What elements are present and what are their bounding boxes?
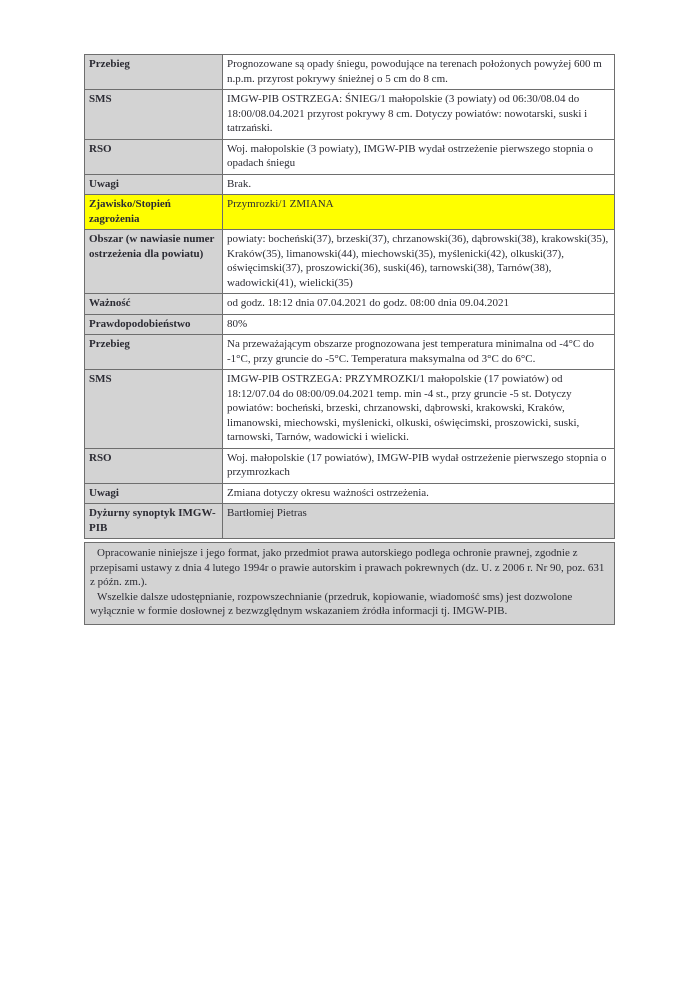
row-label-przebieg-2: Przebieg — [85, 335, 223, 370]
row-label-uwagi-1: Uwagi — [85, 174, 223, 195]
row-label-sms-2: SMS — [85, 370, 223, 449]
copyright-note — [84, 542, 615, 625]
row-label-dyzurny-synoptyk: Dyżurny synoptyk IMGW-PIB — [85, 504, 223, 539]
copyright-paragraph-2: Wszelkie dalsze udostępnianie, rozpowszechnianie (przedruk, kopiowanie, wiadomość sms) jest dozwolone wyłącznie w formie dosłownej z bezwzględnym wskazaniem źródła informacji tj. IMGW-PIB. — [90, 590, 573, 617]
row-label-rso-2: RSO — [85, 448, 223, 483]
row-value-przebieg-1: Prognozowane są opady śniegu, powodujące na terenach położonych powyżej 600 m n.p.m. przyrost pokrywy śnieżnej o 5 cm do 8 cm. — [223, 55, 615, 90]
table-row — [85, 294, 615, 315]
row-value-uwagi-1: Brak. — [223, 174, 615, 195]
table-row — [85, 314, 615, 335]
table-row — [85, 230, 615, 294]
table-row — [85, 90, 615, 140]
row-value-sms-2: IMGW-PIB OSTRZEGA: PRZYMROZKI/1 małopolskie (17 powiatów) od 18:12/07.04 do 08:00/09.04.2021 temp. min -4 st., przy gruncie -5 st. Dotyczy powiatów: bocheński, brzeski, chrzanowski, dąbrowski, krakowski, Kraków, limanowski, miechowski, myślenicki, olkuski, oświęcimski, proszowicki, suski, tarnowski, Tarnów, wadowicki i wielicki. — [223, 370, 615, 449]
row-label-waznosc: Ważność — [85, 294, 223, 315]
table-row — [85, 483, 615, 504]
table-row — [85, 55, 615, 90]
row-label-uwagi-2: Uwagi — [85, 483, 223, 504]
row-value-waznosc: od godz. 18:12 dnia 07.04.2021 do godz. 08:00 dnia 09.04.2021 — [223, 294, 615, 315]
warning-table — [84, 54, 615, 539]
row-label-rso-1: RSO — [85, 139, 223, 174]
row-value-obszar: powiaty: bocheński(37), brzeski(37), chrzanowski(36), dąbrowski(38), krakowski(35), Kraków(35), limanowski(44), miechowski(35), myślenicki(42), olkuski(37), oświęcimski(37), proszowicki(36), suski(46), tarnowski(38), Tarnów(38), wadowicki(41), wielicki(35) — [223, 230, 615, 294]
row-label-obszar: Obszar (w nawiasie numer ostrzeżenia dla powiatu) — [85, 230, 223, 294]
table-row-duty-forecaster — [85, 504, 615, 539]
row-value-prawdopodobienstwo: 80% — [223, 314, 615, 335]
table-row — [85, 174, 615, 195]
row-label-sms-1: SMS — [85, 90, 223, 140]
row-value-dyzurny-synoptyk: Bartłomiej Pietras — [223, 504, 615, 539]
table-row — [85, 448, 615, 483]
row-value-zjawisko: Przymrozki/1 ZMIANA — [223, 195, 615, 230]
table-row — [85, 335, 615, 370]
row-value-sms-1: IMGW-PIB OSTRZEGA: ŚNIEG/1 małopolskie (3 powiaty) od 06:30/08.04 do 18:00/08.04.2021 przyrost pokrywy 8 cm. Dotyczy powiatów: nowotarski, suski i tatrzański. — [223, 90, 615, 140]
warning-bulletin — [84, 54, 615, 625]
row-value-rso-2: Woj. małopolskie (17 powiatów), IMGW-PIB wydał ostrzeżenie pierwszego stopnia o przymrozkach — [223, 448, 615, 483]
row-value-przebieg-2: Na przeważającym obszarze prognozowana jest temperatura minimalna od -4°C do -1°C, przy gruncie do -5°C. Temperatura maksymalna od 3°C do 6°C. — [223, 335, 615, 370]
table-row-highlighted-phenomenon — [85, 195, 615, 230]
row-value-rso-1: Woj. małopolskie (3 powiaty), IMGW-PIB wydał ostrzeżenie pierwszego stopnia o opadach śniegu — [223, 139, 615, 174]
copyright-paragraph-1: Opracowanie niniejsze i jego format, jako przedmiot prawa autorskiego podlega ochronie prawnej, zgodnie z przepisami ustawy z dnia 4 lutego 1994r o prawie autorskim i prawach pokrewnych (dz. U. z 2006 r. Nr 90, poz. 631 z późn. zm.). — [90, 547, 605, 588]
table-row — [85, 370, 615, 449]
row-label-przebieg-1: Przebieg — [85, 55, 223, 90]
row-label-prawdopodobienstwo: Prawdopodobieństwo — [85, 314, 223, 335]
row-label-zjawisko: Zjawisko/Stopień zagrożenia — [85, 195, 223, 230]
row-value-uwagi-2: Zmiana dotyczy okresu ważności ostrzeżenia. — [223, 483, 615, 504]
table-row — [85, 139, 615, 174]
